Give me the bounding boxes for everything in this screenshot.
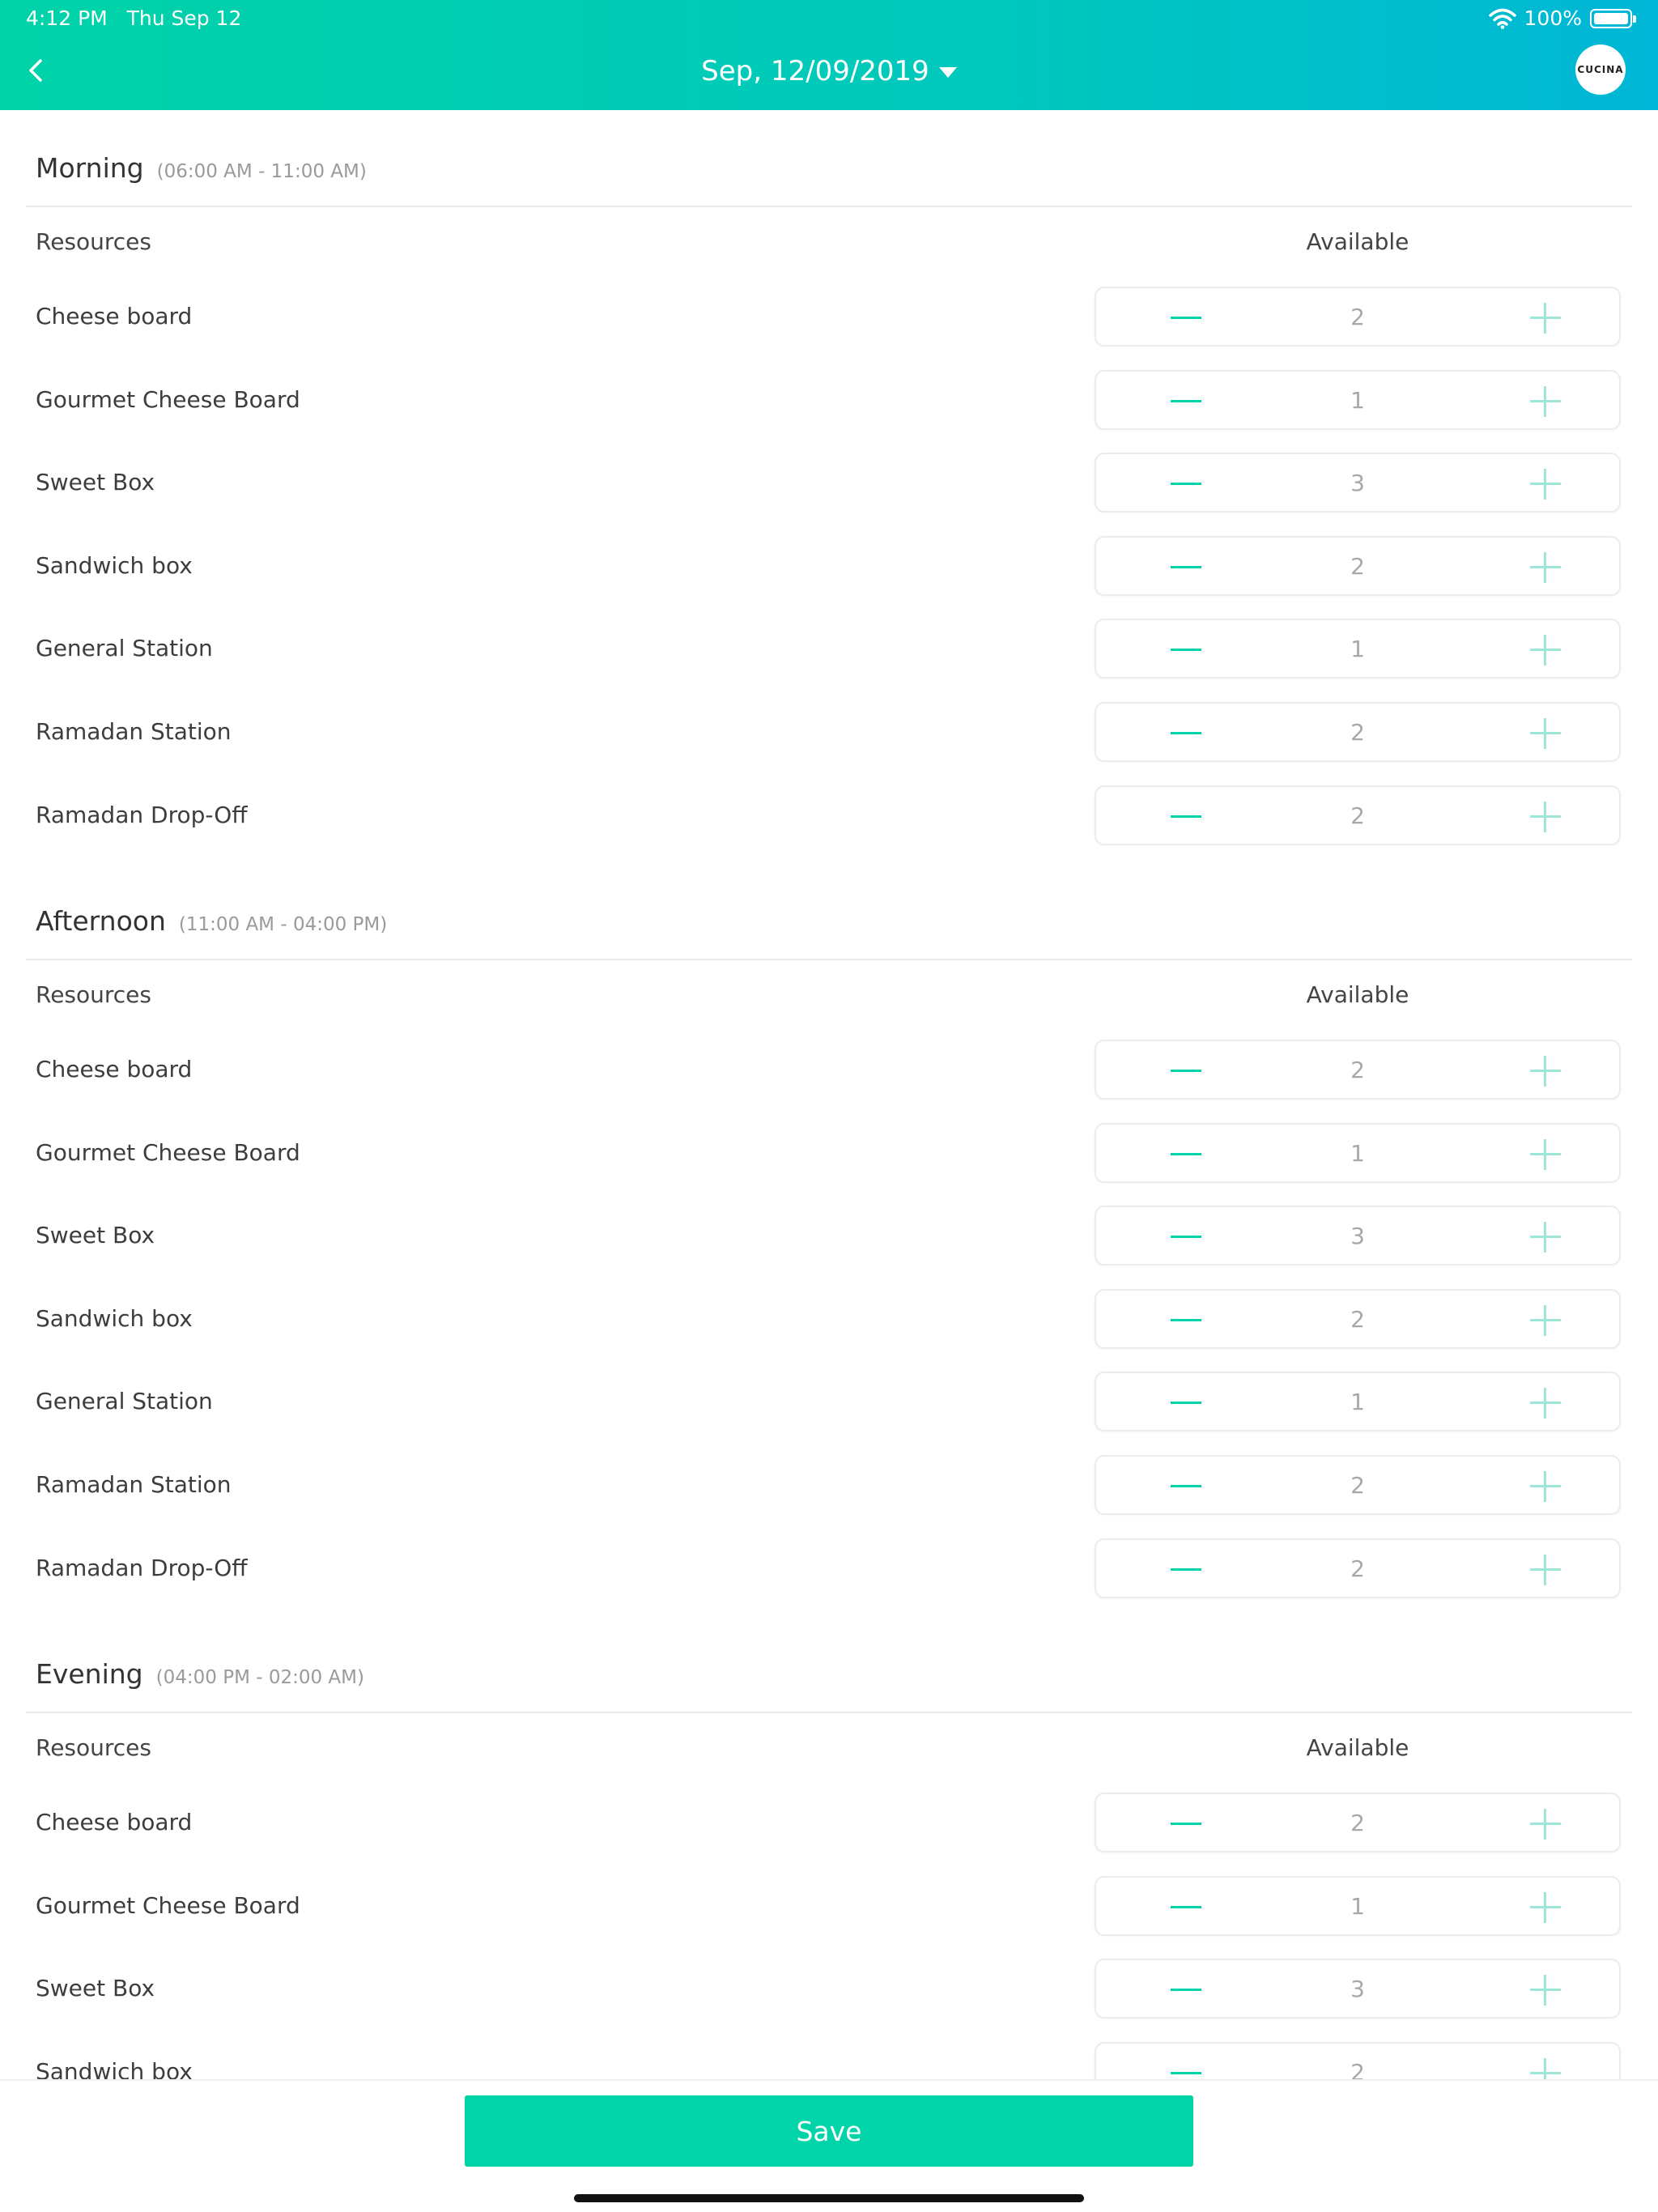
plus-icon[interactable] [1530,1809,1561,1840]
quantity-value: 2 [1350,1057,1365,1083]
caret-down-icon [939,67,957,78]
quantity-stepper[interactable] [1095,1206,1621,1266]
resource-name: Ramadan Drop-Off [36,801,248,828]
battery-percent: 100% [1524,6,1582,30]
plus-icon[interactable] [1530,635,1561,666]
quantity-stepper[interactable] [1095,2042,1621,2079]
resource-name: Cheese board [36,1056,193,1083]
quantity-stepper[interactable] [1095,1455,1621,1515]
home-indicator [574,2194,1084,2202]
section-title [36,1658,364,1690]
resource-name: Gourmet Cheese Board [36,1138,300,1166]
resource-name: General Station [36,1388,213,1415]
section-divider [26,206,1632,207]
quantity-value: 3 [1350,1976,1365,2003]
section-name: Afternoon [36,905,166,937]
plus-icon[interactable] [1530,1056,1561,1087]
resource-name: Ramadan Drop-Off [36,1554,248,1581]
date-picker-label: Sep, 12/09/2019 [701,55,929,87]
resource-name: Sandwich box [36,551,193,579]
status-date: Thu Sep 12 [126,6,242,30]
quantity-value: 3 [1350,470,1365,497]
column-header-available: Available [1306,228,1409,255]
quantity-value: 2 [1350,304,1365,330]
column-header-resources: Resources [36,228,151,255]
quantity-value: 1 [1350,636,1365,663]
column-header-resources: Resources [36,981,151,1008]
quantity-value: 1 [1350,1139,1365,1167]
quantity-stepper[interactable] [1095,619,1621,678]
plus-icon[interactable] [1530,1555,1561,1585]
quantity-stepper[interactable] [1095,370,1621,430]
plus-icon[interactable] [1530,1139,1561,1170]
quantity-value: 2 [1350,802,1365,829]
quantity-stepper[interactable] [1095,1793,1621,1853]
footer-bar [0,2079,1658,2212]
quantity-stepper[interactable] [1095,1372,1621,1431]
quantity-stepper[interactable] [1095,1876,1621,1936]
plus-icon[interactable] [1530,552,1561,583]
resource-name: General Station [36,635,213,662]
quantity-value: 2 [1350,1555,1365,1582]
resource-name: Sweet Box [36,1222,155,1249]
plus-icon[interactable] [1530,1892,1561,1923]
quantity-value: 1 [1350,386,1365,414]
quantity-value: 3 [1350,1223,1365,1250]
resource-name: Cheese board [36,303,193,330]
section-title [36,905,387,937]
section-divider [26,959,1632,960]
quantity-value: 2 [1350,1810,1365,1836]
quantity-stepper[interactable] [1095,1959,1621,2018]
resource-name: Ramadan Station [36,1471,232,1498]
section-name: Evening [36,1658,143,1690]
column-header-available: Available [1306,981,1409,1008]
section-divider [26,1712,1632,1713]
quantity-stepper[interactable] [1095,702,1621,762]
section-time-range: (06:00 AM - 11:00 AM) [156,161,367,182]
status-clock: 4:12 PM [26,6,108,30]
quantity-value: 2 [1350,1305,1365,1333]
section-name: Morning [36,152,144,184]
quantity-stepper[interactable] [1095,1289,1621,1349]
status-indicators [1489,6,1632,30]
plus-icon[interactable] [1530,1975,1561,2006]
plus-icon[interactable] [1530,1222,1561,1253]
quantity-value: 2 [1350,552,1365,580]
status-time [26,6,241,30]
plus-icon[interactable] [1530,1305,1561,1336]
resource-name: Gourmet Cheese Board [36,1891,300,1919]
resource-name: Sandwich box [36,2057,193,2079]
resource-name: Sweet Box [36,469,155,496]
wifi-icon [1489,8,1516,29]
section-title [36,152,367,184]
quantity-stepper[interactable] [1095,536,1621,596]
section-time-range: (04:00 PM - 02:00 AM) [155,1667,364,1688]
resource-name: Gourmet Cheese Board [36,385,300,413]
quantity-stepper[interactable] [1095,287,1621,347]
resource-name: Sandwich box [36,1304,193,1332]
resource-name: Cheese board [36,1809,193,1836]
plus-icon[interactable] [1530,2058,1561,2079]
quantity-value: 2 [1350,2058,1365,2079]
plus-icon[interactable] [1530,1471,1561,1502]
plus-icon[interactable] [1530,386,1561,417]
resource-name: Sweet Box [36,1975,155,2002]
column-header-resources: Resources [36,1734,151,1761]
app-header [0,0,1658,110]
section-time-range: (11:00 AM - 04:00 PM) [178,914,388,935]
quantity-stepper[interactable] [1095,1040,1621,1100]
battery-icon [1590,9,1632,28]
quantity-stepper[interactable] [1095,1123,1621,1183]
quantity-stepper[interactable] [1095,453,1621,513]
plus-icon[interactable] [1530,469,1561,500]
quantity-value: 2 [1350,719,1365,746]
plus-icon[interactable] [1530,718,1561,749]
resource-name: Ramadan Station [36,718,232,745]
date-picker[interactable] [0,55,1658,87]
plus-icon[interactable] [1530,303,1561,334]
resources-list[interactable] [0,110,1658,2079]
quantity-stepper[interactable] [1095,1538,1621,1598]
quantity-value: 1 [1350,1892,1365,1920]
quantity-value: 1 [1350,1389,1365,1416]
save-button[interactable]: Save [465,2095,1193,2167]
logo-text: CUCINA [1577,64,1624,75]
plus-icon[interactable] [1530,802,1561,832]
column-header-available: Available [1306,1734,1409,1761]
brand-logo[interactable] [1575,45,1626,95]
quantity-stepper[interactable] [1095,785,1621,845]
quantity-value: 2 [1350,1472,1365,1499]
plus-icon[interactable] [1530,1388,1561,1419]
